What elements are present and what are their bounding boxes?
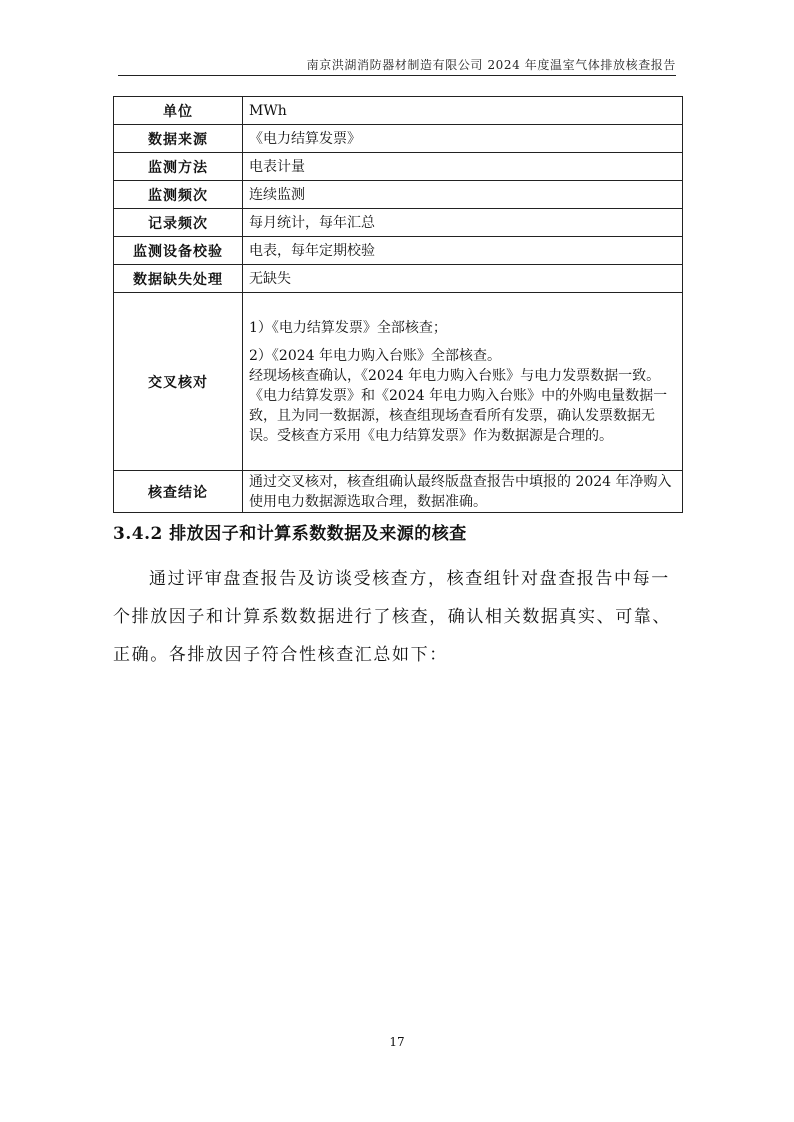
row-value-equipment-calibration: 电表，每年定期校验 <box>243 237 683 265</box>
table-row <box>114 125 683 153</box>
row-value-recording-frequency: 每月统计，每年汇总 <box>243 209 683 237</box>
table-row <box>114 237 683 265</box>
row-label-recording-frequency: 记录频次 <box>114 209 243 237</box>
table-row <box>114 153 683 181</box>
row-label-missing-data: 数据缺失处理 <box>114 265 243 293</box>
section-heading: 3.4.2 排放因子和计算系数数据及来源的核查 <box>113 524 467 544</box>
row-value-cross-check <box>243 293 683 471</box>
row-label-unit: 单位 <box>114 97 243 125</box>
row-value-monitoring-method: 电表计量 <box>243 153 683 181</box>
table-row <box>114 471 683 513</box>
row-value-conclusion: 通过交叉核对，核查组确认最终版盘查报告中填报的 2024 年净购入使用电力数据源选取合理，数据准确。 <box>243 471 683 513</box>
row-value-unit: MWh <box>243 97 683 125</box>
cross-check-line-3: 经现场核查确认，《2024 年电力购入台账》与电力发票数据一致。 <box>249 367 661 384</box>
table-row <box>114 265 683 293</box>
row-value-data-source: 《电力结算发票》 <box>243 125 683 153</box>
cross-check-line-4: 《电力结算发票》和《2024 年电力购入台账》中的外购电量数据一致，且为同一数据源，核查组现场查看所有发票，确认发票数据无误。受核查方采用《电力结算发票》作为数据源是合理的。 <box>249 387 668 444</box>
row-label-monitoring-method: 监测方法 <box>114 153 243 181</box>
table-row <box>114 293 683 471</box>
row-label-data-source: 数据来源 <box>114 125 243 153</box>
table-row <box>114 97 683 125</box>
row-value-monitoring-frequency: 连续监测 <box>243 181 683 209</box>
section-paragraph: 通过评审盘查报告及访谈受核查方，核查组针对盘查报告中每一个排放因子和计算系数数据进行了核查，确认相关数据真实、可靠、正确。各排放因子符合性核查汇总如下： <box>113 569 671 665</box>
cross-check-line-1: 1）《电力结算发票》全部核查； <box>249 319 447 336</box>
row-label-conclusion: 核查结论 <box>114 471 243 513</box>
page-header: 南京洪湖消防器材制造有限公司 2024 年度温室气体排放核查报告 <box>306 58 676 72</box>
row-label-equipment-calibration: 监测设备校验 <box>114 237 243 265</box>
table-row <box>114 209 683 237</box>
data-source-table <box>113 96 683 513</box>
row-label-cross-check: 交叉核对 <box>114 293 243 471</box>
header-rule <box>118 75 676 76</box>
table-row <box>114 181 683 209</box>
cross-check-line-2: 2）《2024 年电力购入台账》全部核查。 <box>249 347 501 364</box>
page-number: 17 <box>389 1035 405 1049</box>
row-value-missing-data: 无缺失 <box>243 265 683 293</box>
row-label-monitoring-frequency: 监测频次 <box>114 181 243 209</box>
